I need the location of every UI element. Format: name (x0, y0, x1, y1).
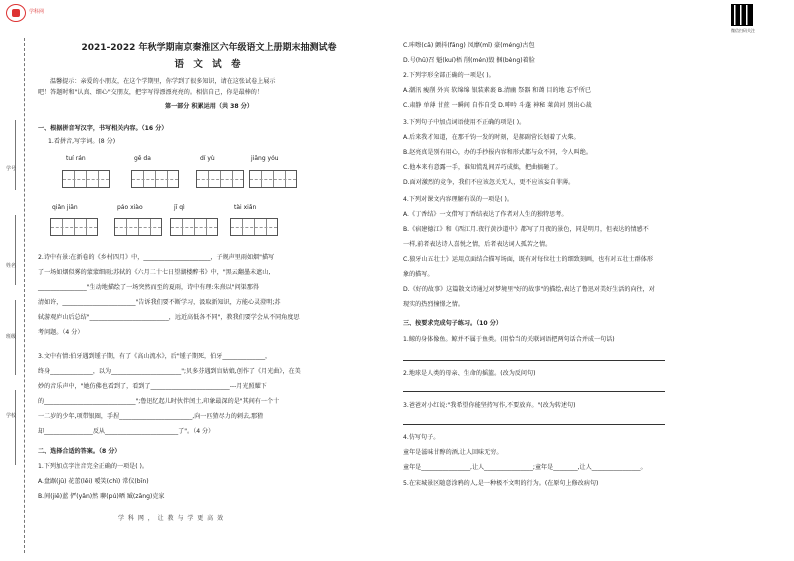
answer-line[interactable] (403, 391, 665, 392)
writing-grid[interactable] (196, 170, 244, 188)
binding-dashed-line (24, 38, 25, 553)
sentence-task: 1.鲸的身体像鱼。鲸并不属于鱼类。(用恰当的关联词语把两句话合并成一句话) (403, 336, 615, 343)
section-1-heading: 一、根据拼音写汉字，书写相关内容。（16 分） (38, 125, 168, 132)
answer-line[interactable] (403, 424, 665, 425)
page-footer: 学 科 网 ， 让 教 与 学 更 高 效 (118, 515, 225, 522)
writing-grid[interactable] (50, 218, 98, 236)
question-text: 2.下列字形全部正确的一项是( )。 (403, 72, 495, 79)
choice-option: 现实的热烈憧憬之情。 (403, 301, 464, 308)
binding-rule (15, 215, 16, 285)
choice-option-a: A.盘踞(jū) 花蕾(lěi) 嗳笑(chì) 常仪(bīn) (38, 478, 149, 485)
page-subtitle: 语 文 试 卷 (174, 59, 244, 70)
brand-logo-icon (6, 4, 26, 22)
sentence-task: 4.仿写句子。 (403, 434, 440, 441)
part-1-heading: 第一部分 积累运用（共 38 分） (165, 103, 253, 110)
choice-option: C.他本来有意露一手，谁知慌乱间弄巧成拙，把曲搞砸了。 (403, 164, 562, 171)
page-title: 2021-2022 年秋学期南京秦淮区六年级语文上册期末抽测试卷 (81, 43, 337, 53)
question-2-line: 了一场如烟似雾的蒙蒙细雨;苏轼的《六月二十七日望湖楼醉书》中，"黑云翻墨未遮山, (38, 269, 271, 276)
binding-rule (15, 390, 16, 465)
choice-option: A.后来我才知道，在那千钧一发的时刻，是郝副营长划着了火柴。 (403, 134, 580, 141)
pinyin-label: dí yù (200, 155, 215, 162)
question-2-line: 2.诗中有景:在新卷的《乡村四月》中，______________________，子规声里雨如烟"描写 (38, 254, 275, 261)
question-3-line: 的______________________________";鲁迅忆起儿时伙伴闰土,印象最深的是"其间有一个十 (38, 398, 280, 405)
pinyin-label: qiǎn jiān (52, 204, 78, 211)
pinyin-label: páo xiào (117, 204, 143, 211)
question-3-line: 终身______________，以为_______________________";贝多芬遇到盲姑娘,创作了《月光曲》，在美 (38, 368, 301, 375)
choice-option: A.《丁香结》一文借写丁香结表达了作者对人生的独特思考。 (403, 211, 568, 218)
sentence-task: 5.在宋城景区随意涂鸦的人,是一种极不文明的行为。(在原句上修改病句) (403, 480, 599, 487)
sentence-task: 3.爸爸对小红说:"我希望你能坚持写作,不要放弃。"(改为转述句) (403, 402, 576, 409)
question-text: 3.下列句子中加点词语使用不正确的项是( )。 (403, 119, 526, 126)
binding-rule (15, 120, 16, 190)
binding-label-student-id: 学号 (5, 166, 16, 172)
sentence-example: 童年是滋味甘醇的酒,让人回味无穷。 (403, 449, 503, 456)
binding-label-class: 班级 (5, 334, 16, 340)
writing-grid[interactable] (131, 170, 179, 188)
tip-line-1: 温馨提示：亲爱的小朋友，在这个学期里，你学到了很多知识，请在这张试卷上展示 (50, 78, 276, 85)
writing-grid[interactable] (170, 218, 218, 236)
pinyin-label: jī qì (174, 204, 185, 211)
pinyin-label: tài xiǎn (234, 204, 257, 211)
question-2-line: ________________"生动地描绘了一场突然而至的夏雨，诗中有理:朱熹以"问渠那得 (38, 284, 259, 291)
choice-option: D.面对激烈的竞争，我们不应该忽关无人，更不应该妄自菲薄。 (403, 179, 575, 186)
question-text: 4.下列对课文内容理解有误的一项是( )。 (403, 196, 514, 203)
writing-grid[interactable] (62, 170, 110, 188)
question-2-line: 清如许，________________________"告诉我们要不断学习，汲取新知识，方能心灵澄明;苏 (38, 299, 281, 306)
pinyin-label: gē da (134, 155, 151, 162)
choice-option: D.《好的故事》这篇散文诗通过对梦境里"好的故事"的描绘,表达了鲁迅对美好生活的向往，对 (403, 286, 655, 293)
binding-label-name: 姓名 (5, 263, 16, 269)
tip-line-2: 吧！答题时和"认真、细心"交朋友，把字写得漂漂亮亮的。相信自己，你是最棒的！ (38, 89, 263, 96)
choice-option-c: C.咔嚓(cā) 颤抖(fāng) 凤靡(mǐ) 豪(méng)古包 (403, 42, 535, 49)
question-2-line: 轼游观庐山后总结"__________________________，远近高低各不同"，教我们要学会从不同角度思 (38, 314, 300, 321)
question-3-line: 妙的音乐声中，"她仿佛也看到了，看到了__________________________---月光照耀下 (38, 383, 267, 390)
choice-option: C.肃静 单薄 甘蔗 一瞬间 自作自受 D.呻吟 斗蓬 神秘 莱茵河 别出心裁 (403, 102, 592, 109)
pinyin-label: jiāng yóu (251, 155, 279, 162)
sentence-task: 2.地球是人类的母亲、生命的摇篮。(改为反问句) (403, 370, 536, 377)
section-3-heading: 三、按要求完成句子练习。（10 分） (403, 320, 502, 327)
writing-grid[interactable] (114, 218, 162, 236)
binding-label-school: 学校 (5, 413, 16, 419)
choice-option: B.赵亮真是别有用心，办的手抄报内容和形式都与众不同，令人叫绝。 (403, 149, 592, 156)
choice-option-d: D.号(hū)召 魁(kuí)梧 削(mén)毁 捆(bèng)着脸 (403, 57, 535, 64)
question-3-line: 却________________反从________________________了"。（4 分） (38, 428, 215, 435)
choice-option: B.《宿建德江》和《西江月.夜行黄沙道中》都写了月夜的景色，同是明月，但表达的情感不 (403, 226, 649, 233)
choice-option-b: B.间(jiē)蓝 俨(yǎn)然 聊(pú)晒 臧(zāng)克家 (38, 493, 165, 500)
question-3-line: 一二岁的少年,项带银圈，手捏________________________,向一匹猹尽力的刺去,那猹 (38, 413, 264, 420)
choice-option: 一样,前者表达诗人喜悦之情，后者表达词人孤苦之情。 (403, 241, 552, 248)
choice-option: A.潮汛 瘦削 外宾 软绵绵 银装素裹 B.清幽 祭器 和蔼 目的地 忘乎所已 (403, 87, 591, 94)
section-2-heading: 二、选择合适的答案。（8 分） (38, 448, 121, 455)
choice-option: 象的描写。 (403, 271, 434, 278)
question-3-line: 3.文中有情:伯牙遇到锺子期，有了《高山流水》，后"锺子期死，伯牙______________， (38, 353, 272, 360)
question-2-line: 考问题。（4 分） (38, 329, 84, 336)
choice-question-1: 1.下列加点字注音完全正确的一项是( )。 (38, 463, 149, 470)
choice-option: C.狼牙山五壮士》运用点面结合描写场面，既有对每位壮士的细致刻画，也有对五壮士群体形 (403, 256, 653, 263)
answer-line[interactable] (403, 360, 665, 361)
qr-code-icon (731, 4, 753, 26)
pinyin-label: tuí rán (66, 155, 86, 162)
writing-grid[interactable] (249, 170, 297, 188)
sentence-fill-line[interactable]: 童年是________________,让人________________;童年是________,让人________________。 (403, 464, 647, 471)
qr-caption: 微信扫码关注 (731, 28, 755, 33)
brand-logo-text: 学科网 (29, 9, 45, 15)
question-1-1: 1.看拼音,写字词。(8 分) (48, 138, 116, 145)
writing-grid[interactable] (230, 218, 278, 236)
